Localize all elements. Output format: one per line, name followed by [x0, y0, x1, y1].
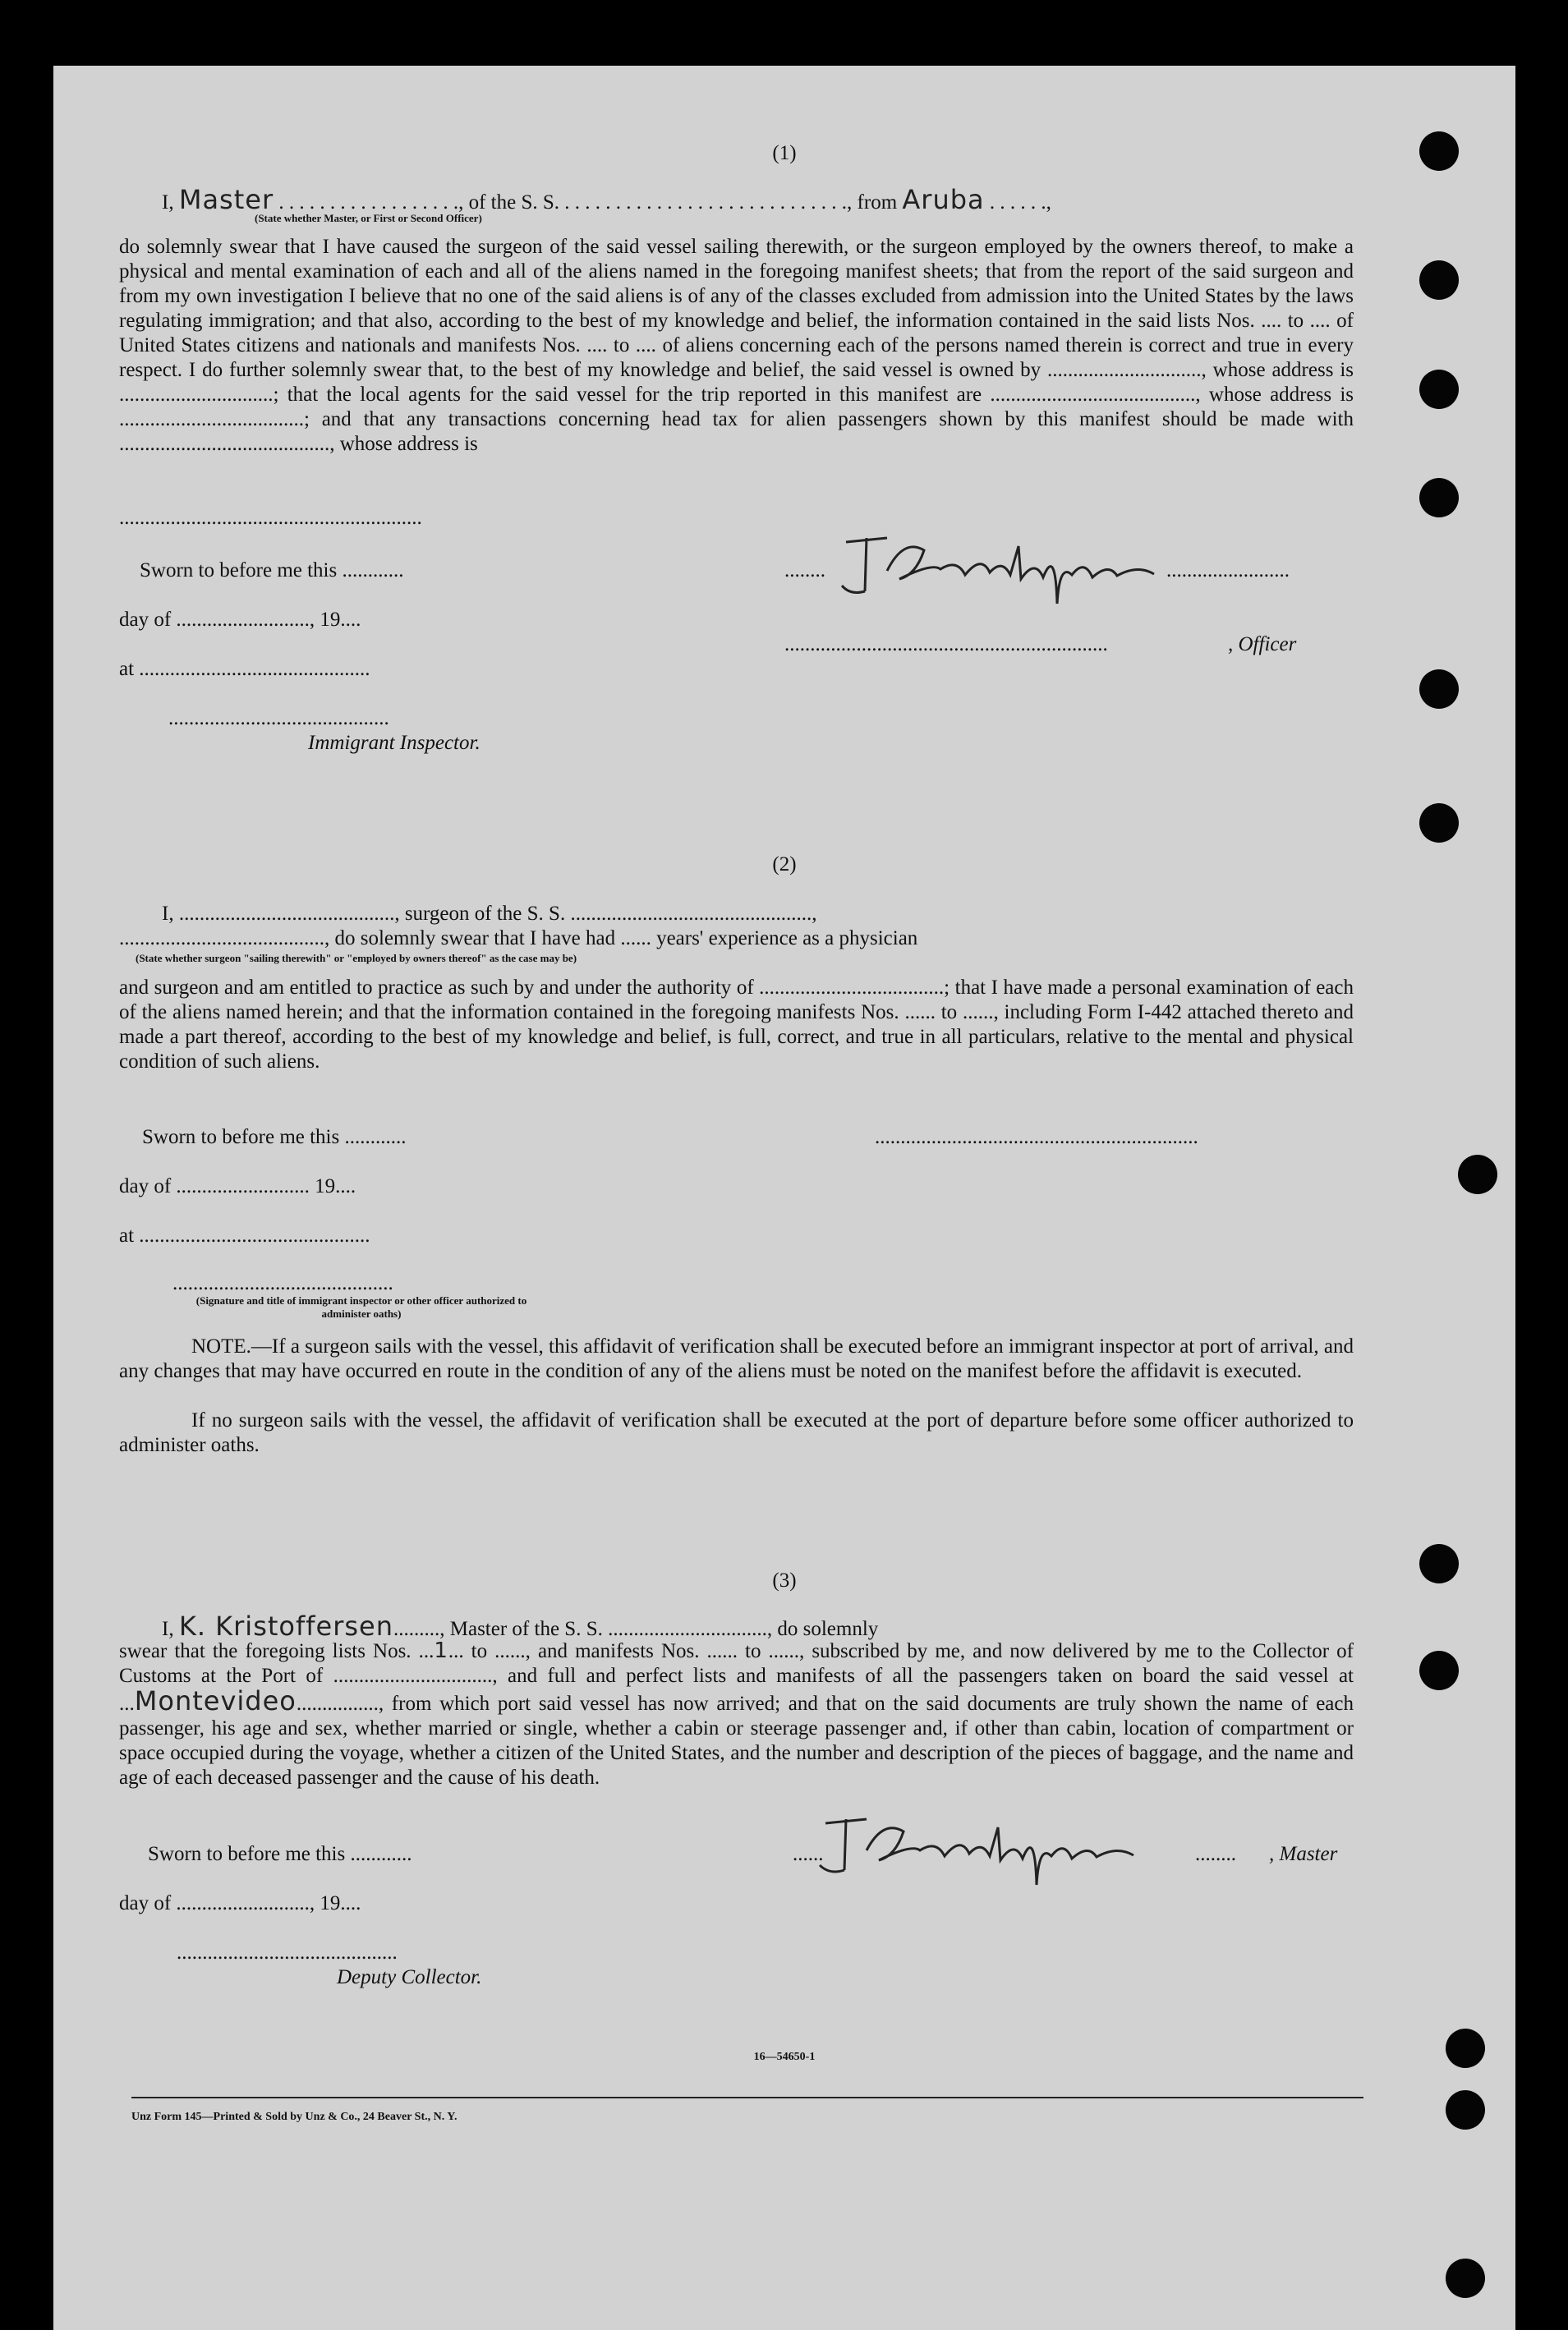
binder-hole [1419, 669, 1459, 709]
vessel-dots: . . . . . . . . . . . . . . . . . . . . . . . . . . . . [564, 191, 848, 214]
officer-signature-dots-left: ........ [784, 559, 825, 581]
section-1-number: (1) [772, 142, 797, 164]
section-2-note-2: If no surgeon sails with the vessel, the affidavit of verification shall be executed at the port of departure before some officer authorized to administer oaths. [119, 1409, 1354, 1456]
binder-hole [1446, 2090, 1485, 2130]
section-2-caption: (State whether surgeon "sailing therewith" or "employed by owners thereof" as the case may be) [136, 952, 577, 964]
section-3-line-1 [162, 1611, 1361, 1642]
binder-hole [1419, 370, 1459, 409]
binder-hole [1419, 1651, 1459, 1690]
handwritten-from-port: Aruba [902, 184, 985, 215]
section-1-oath-line [162, 184, 1361, 215]
section-1-day: day of .........................., 19.... [119, 609, 361, 631]
form-page [53, 66, 1515, 2330]
section-3-body-b: ... to ......, and manifests Nos. ...... to ......, subscribed by me, and now delivered by me to the Collector of Customs at the Port of ..............................., and full and perfect lists and manifests of all the passengers taken on board the said vessel at ... [119, 1640, 1354, 1715]
binder-hole [1419, 803, 1459, 843]
binder-hole [1446, 2029, 1485, 2068]
section-1-sworn: Sworn to before me this ............ [140, 559, 404, 581]
binder-hole [1446, 2259, 1485, 2298]
rank-dots: . . . . . . . . . . . . . . . . . . [278, 191, 459, 214]
handwritten-list-number: 1 [434, 1638, 448, 1663]
section-3-body-a: swear that the foregoing lists Nos. ... [119, 1640, 435, 1662]
section-3-line-1-rest: ........., Master of the S. S. ..............................., do solemnly [393, 1618, 879, 1640]
from-label: , from [847, 191, 898, 214]
section-2-at: at ............................................. [119, 1225, 370, 1247]
section-3-prefix: I, [162, 1618, 174, 1640]
binder-hole [1419, 260, 1459, 300]
binder-hole [1419, 478, 1459, 517]
section-2-day: day of .......................... 19.... [119, 1175, 356, 1197]
officer-label: , Officer [1228, 633, 1297, 655]
section-1-at: at ............................................. [119, 658, 370, 680]
section-3-sworn: Sworn to before me this ............ [148, 1843, 412, 1865]
officer-signature-dots-right: ........................ [1166, 559, 1290, 581]
handwritten-rank: Master [178, 184, 274, 215]
handwritten-master-name: K. Kristoffersen [178, 1611, 393, 1642]
footer-rule [131, 2097, 1363, 2098]
section-2-number: (2) [772, 853, 797, 875]
officer-signature [825, 513, 1187, 612]
section-3-body-c: ................, from which port said vessel has now arrived; and that on the said documents are truly shown the name of each passenger, his age and sex, whether married or single, whether a cabin or steerage passenger and, if other than cabin, location of compartment or space occupied during the voyage, whether a citizen of the United States, and the number and description of the pieces of baggage, and the name and age of each deceased passenger and the cause of his death. [119, 1693, 1354, 1789]
section-2-sworn: Sworn to before me this ............ [142, 1126, 407, 1148]
binder-hole [1419, 1544, 1459, 1583]
section-2-inspector-caption: (Signature and title of immigrant inspector or other officer authorized to administer oaths) [195, 1294, 527, 1320]
master-signature-dots-left: ...... [793, 1843, 824, 1865]
section-2-signature-line: ............................................................... [875, 1126, 1198, 1148]
section-3-body [119, 1638, 1354, 1790]
printer-footer: Unz Form 145—Printed & Sold by Unz & Co., 24 Beaver St., N. Y. [131, 2111, 458, 2123]
section-2-body: and surgeon and am entitled to practice as such by and under the authority of ....................................; that I have made a personal examination of each of the aliens named herein; and that the information contained in the foregoing manifests Nos. ...... to ......, including Form I-442 attached thereto and made a part thereof, according to the best of my knowledge and belief, is full, correct, and true in all particulars, relative to the mental and physical condition of such aliens. [119, 977, 1354, 1073]
master-signature-dots-right: ........ [1195, 1843, 1236, 1865]
section-3-collector-dots: ........................................... [177, 1942, 398, 1964]
section-2-note-1: NOTE.—If a surgeon sails with the vessel, this affidavit of verification shall be executed before an immigrant inspector at port of arrival, and any changes that may have occurred en route in the condition of any of the aliens must be noted on the manifest before the affidavit is executed. [119, 1335, 1354, 1382]
section-1-body: do solemnly swear that I have caused the surgeon of the said vessel sailing therewith, or the surgeon employed by the owners thereof, to make a physical and mental examination of each and all of the aliens named in the foregoing manifest sheets; that from the report of the said surgeon and from my own investigation I believe that no one of the said aliens is of any of the classes excluded from admission into the United States by the laws regulating immigration; and that also, according to the best of my knowledge and belief, the information contained in the said lists Nos. .... to .... of United States citizens and nationals and manifests Nos. .... to .... of aliens concerning each of the persons named therein is correct and true in every respect. I do further solemnly swear that, to the best of my knowledge and belief, the said vessel is owned by .............................., whose address is ..............................; that the local agents for the said vessel for the trip reported in this manifest are ........................................, whose address is ....................................; and that any transactions concerning head tax for alien passengers shown by this manifest should be made with ........................................., whose address is [119, 236, 1354, 455]
binder-hole [1419, 131, 1459, 171]
section-3-day: day of .........................., 19.... [119, 1892, 361, 1914]
form-code: 16—54650-1 [753, 2051, 816, 2063]
section-2-line-2: ........................................, do solemnly swear that I have had ...... years' experience as a physician [119, 927, 918, 949]
master-label: , Master [1269, 1843, 1338, 1865]
port-dots: . . . . . . [989, 191, 1046, 214]
rank-caption: (State whether Master, or First or Second Officer) [255, 212, 482, 224]
section-1-body-tail: ........................................................... [119, 507, 422, 529]
vessel-label: , of the S. S. [458, 191, 560, 214]
handwritten-port-of-embarkation: Montevideo [134, 1685, 297, 1716]
binder-hole [1458, 1155, 1497, 1194]
section-2-line-1: I, .........................................., surgeon of the S. S. ..............................................., [162, 903, 817, 925]
section-1-inspector-dots: ........................................... [168, 707, 389, 729]
section-2-inspector-dots: ........................................... [172, 1272, 393, 1294]
master-signature [805, 1795, 1166, 1893]
section-3-number: (3) [772, 1569, 797, 1592]
oath-prefix: I, [162, 191, 174, 214]
section-3-collector-label: Deputy Collector. [337, 1966, 482, 1988]
officer-title-dots: ............................................................... [784, 633, 1108, 655]
section-1-inspector-label: Immigrant Inspector. [308, 732, 481, 754]
oath-line-end: , [1046, 191, 1051, 214]
